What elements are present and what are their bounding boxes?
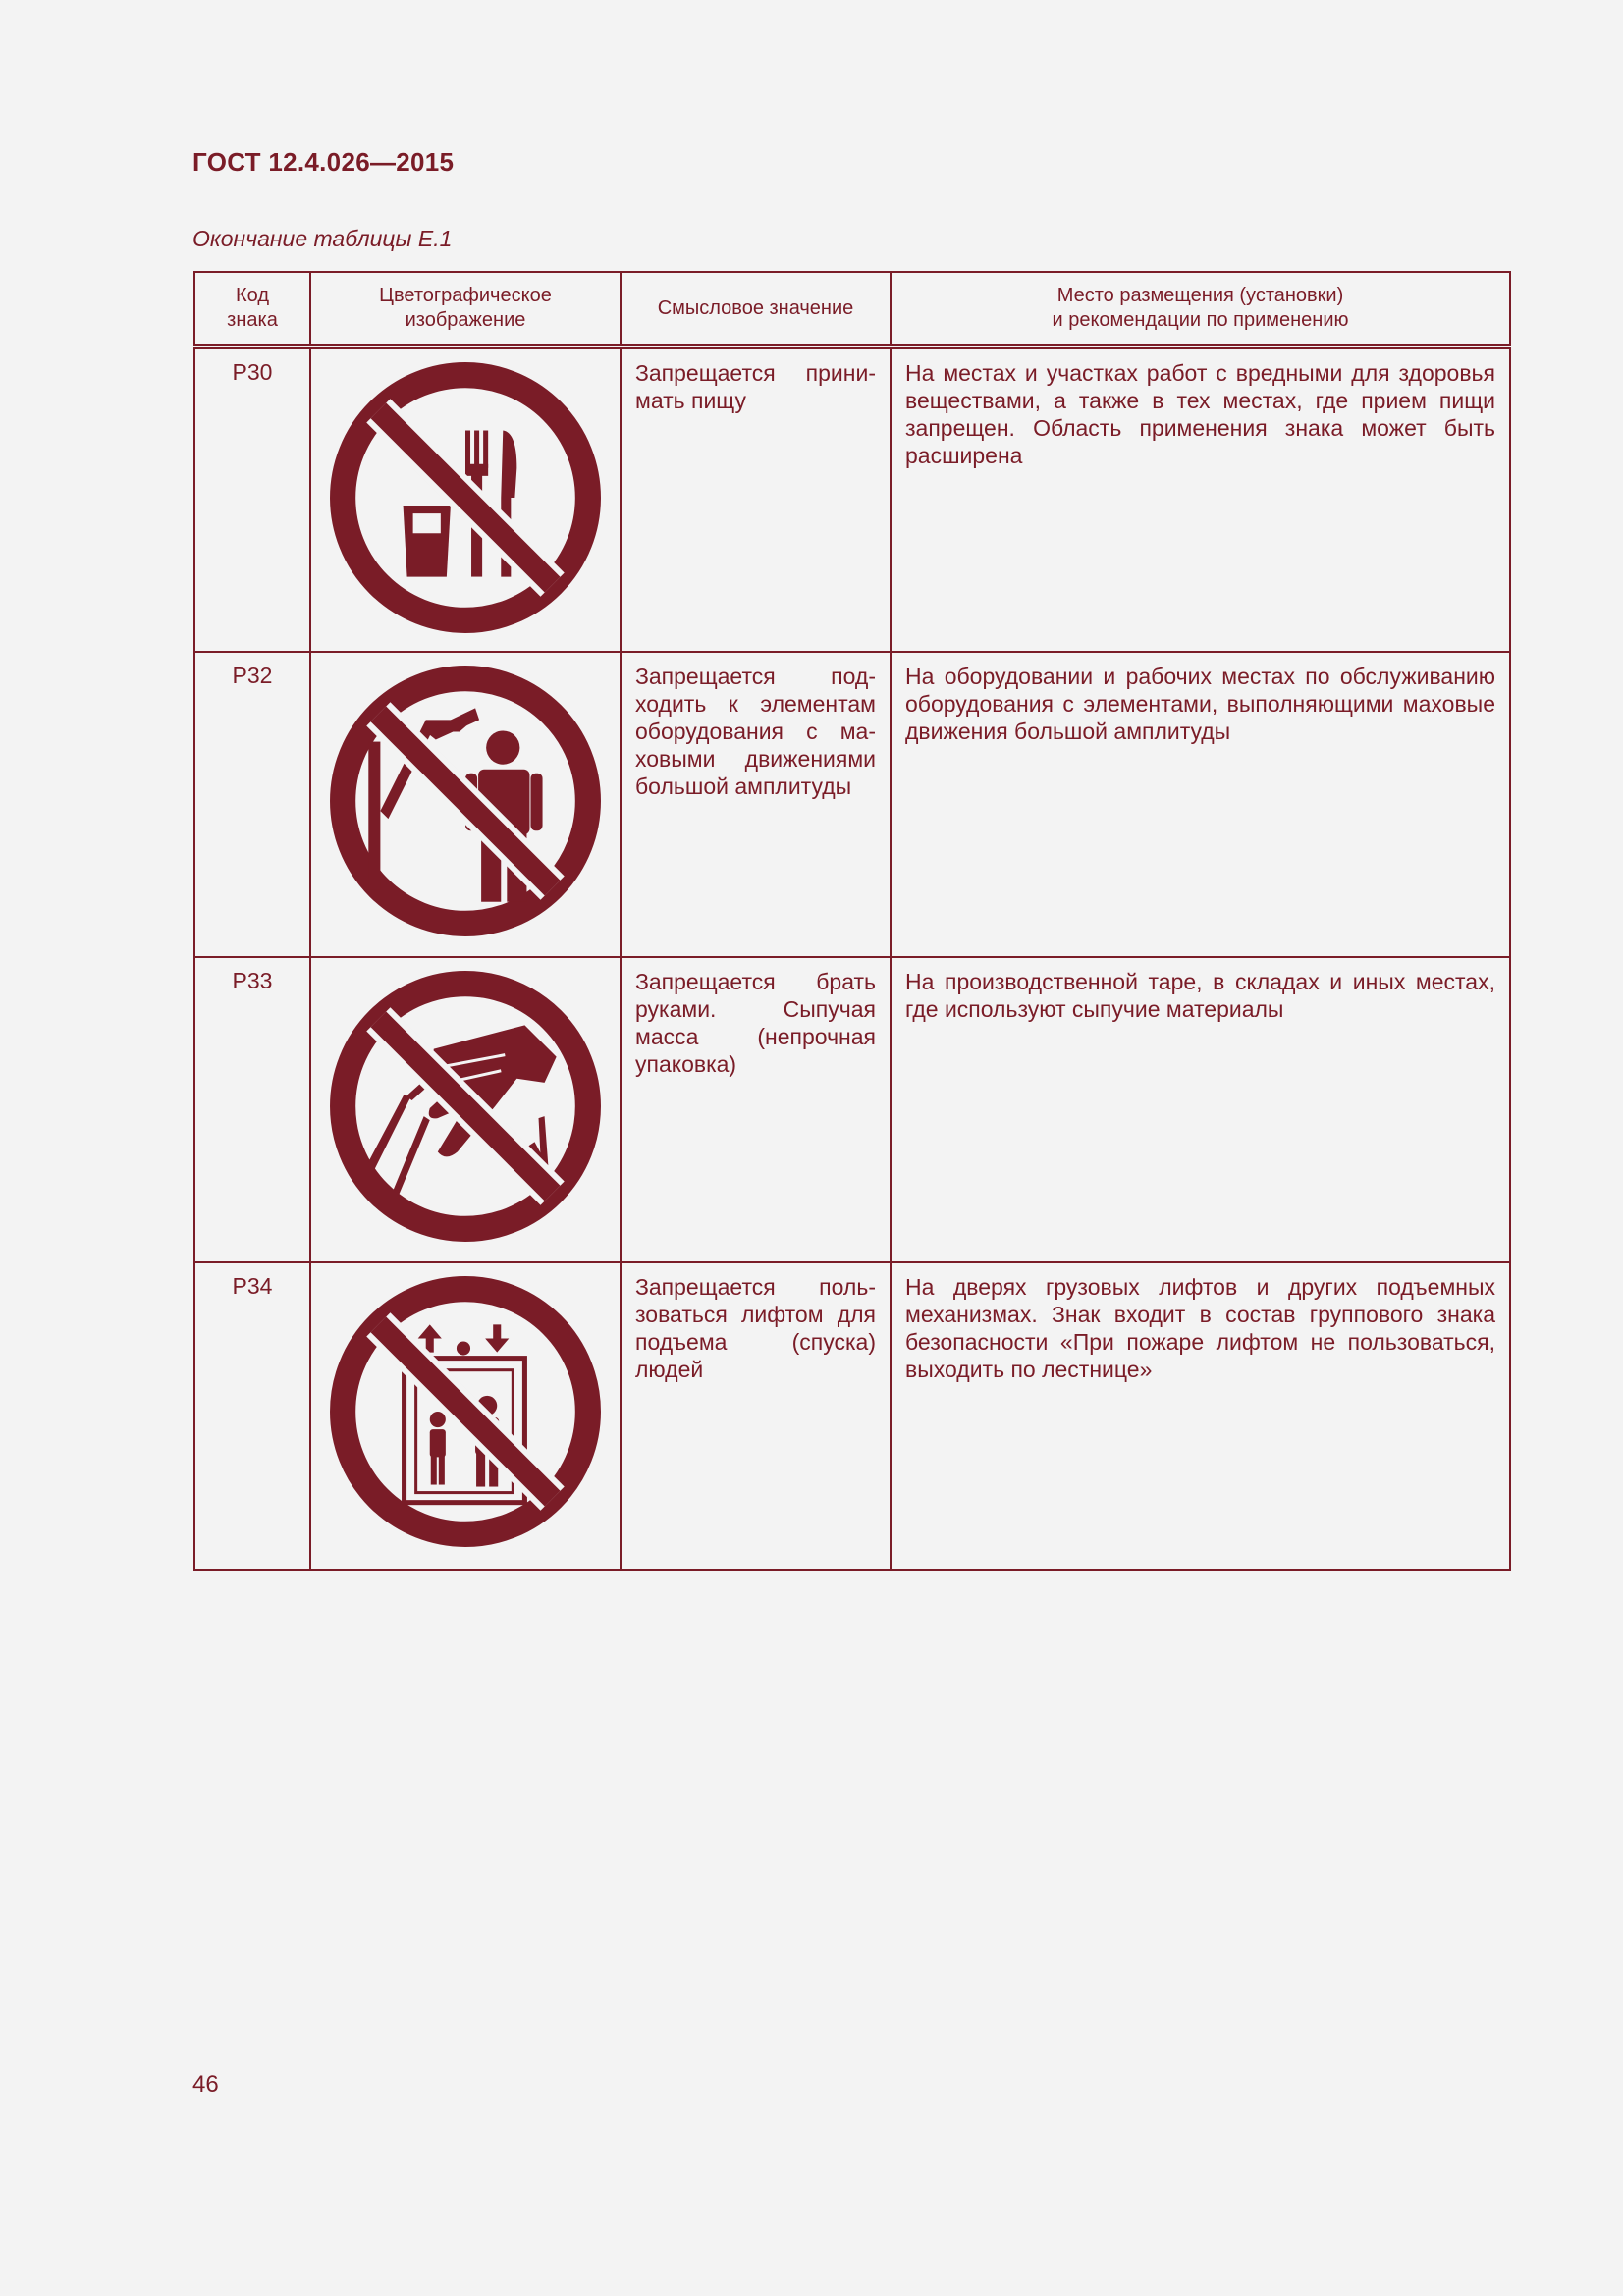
table-row [194,347,1510,652]
table-row [194,652,1510,957]
no-eating-drinking-sign-icon [327,359,604,636]
sign-meaning: Запрещается брать руками. Сыпучая масса (непрочная упаковка) [621,957,891,1262]
document-header: ГОСТ 12.4.026—2015 [192,147,455,177]
header-meaning: Смысловое значение [621,272,891,347]
table-row [194,1262,1510,1570]
header-image: Цветографическое изображение [310,272,621,347]
table-row [194,957,1510,1262]
table-header-row [194,272,1510,347]
no-elevator-for-people-sign-icon [327,1273,604,1550]
safety-signs-table [193,271,1511,1571]
sign-code: P30 [194,347,310,652]
sign-placement: На местах и участках работ с вредными для здоровья веществами, а также в тех местах, где прием пищи запрещен. Область применения знака может быть расширена [891,347,1510,652]
sign-code: P32 [194,652,310,957]
sign-code: P33 [194,957,310,1262]
no-approach-swinging-parts-sign-icon [327,663,604,939]
sign-code: P34 [194,1262,310,1570]
sign-placement: На производственной таре, в складах и иных местах, где используют сыпучие материалы [891,957,1510,1262]
page-number: 46 [192,2071,219,2098]
sign-placement: На оборудовании и рабочих местах по обслуживанию оборудования с элементами, выполняющими маховые движения большой амплитуды [891,652,1510,957]
header-placement: Место размещения (установки) и рекомендации по применению [891,272,1510,347]
sign-meaning: Запрещается пользоваться лифтом для подъема (спуска) людей [621,1262,891,1570]
sign-meaning: Запрещается подходить к элементам оборудования с маховыми движениями большой амплитуды [621,652,891,957]
sign-placement: На дверях грузовых лифтов и других подъемных механизмах. Знак входит в состав группового знака безопасности «При пожаре лифтом не пользоваться, выходить по лестнице» [891,1262,1510,1570]
table-caption: Окончание таблицы Е.1 [192,226,453,251]
no-grabbing-by-hands-sign-icon [327,968,604,1245]
header-code: Код знака [194,272,310,347]
sign-meaning: Запрещается принимать пищу [621,347,891,652]
